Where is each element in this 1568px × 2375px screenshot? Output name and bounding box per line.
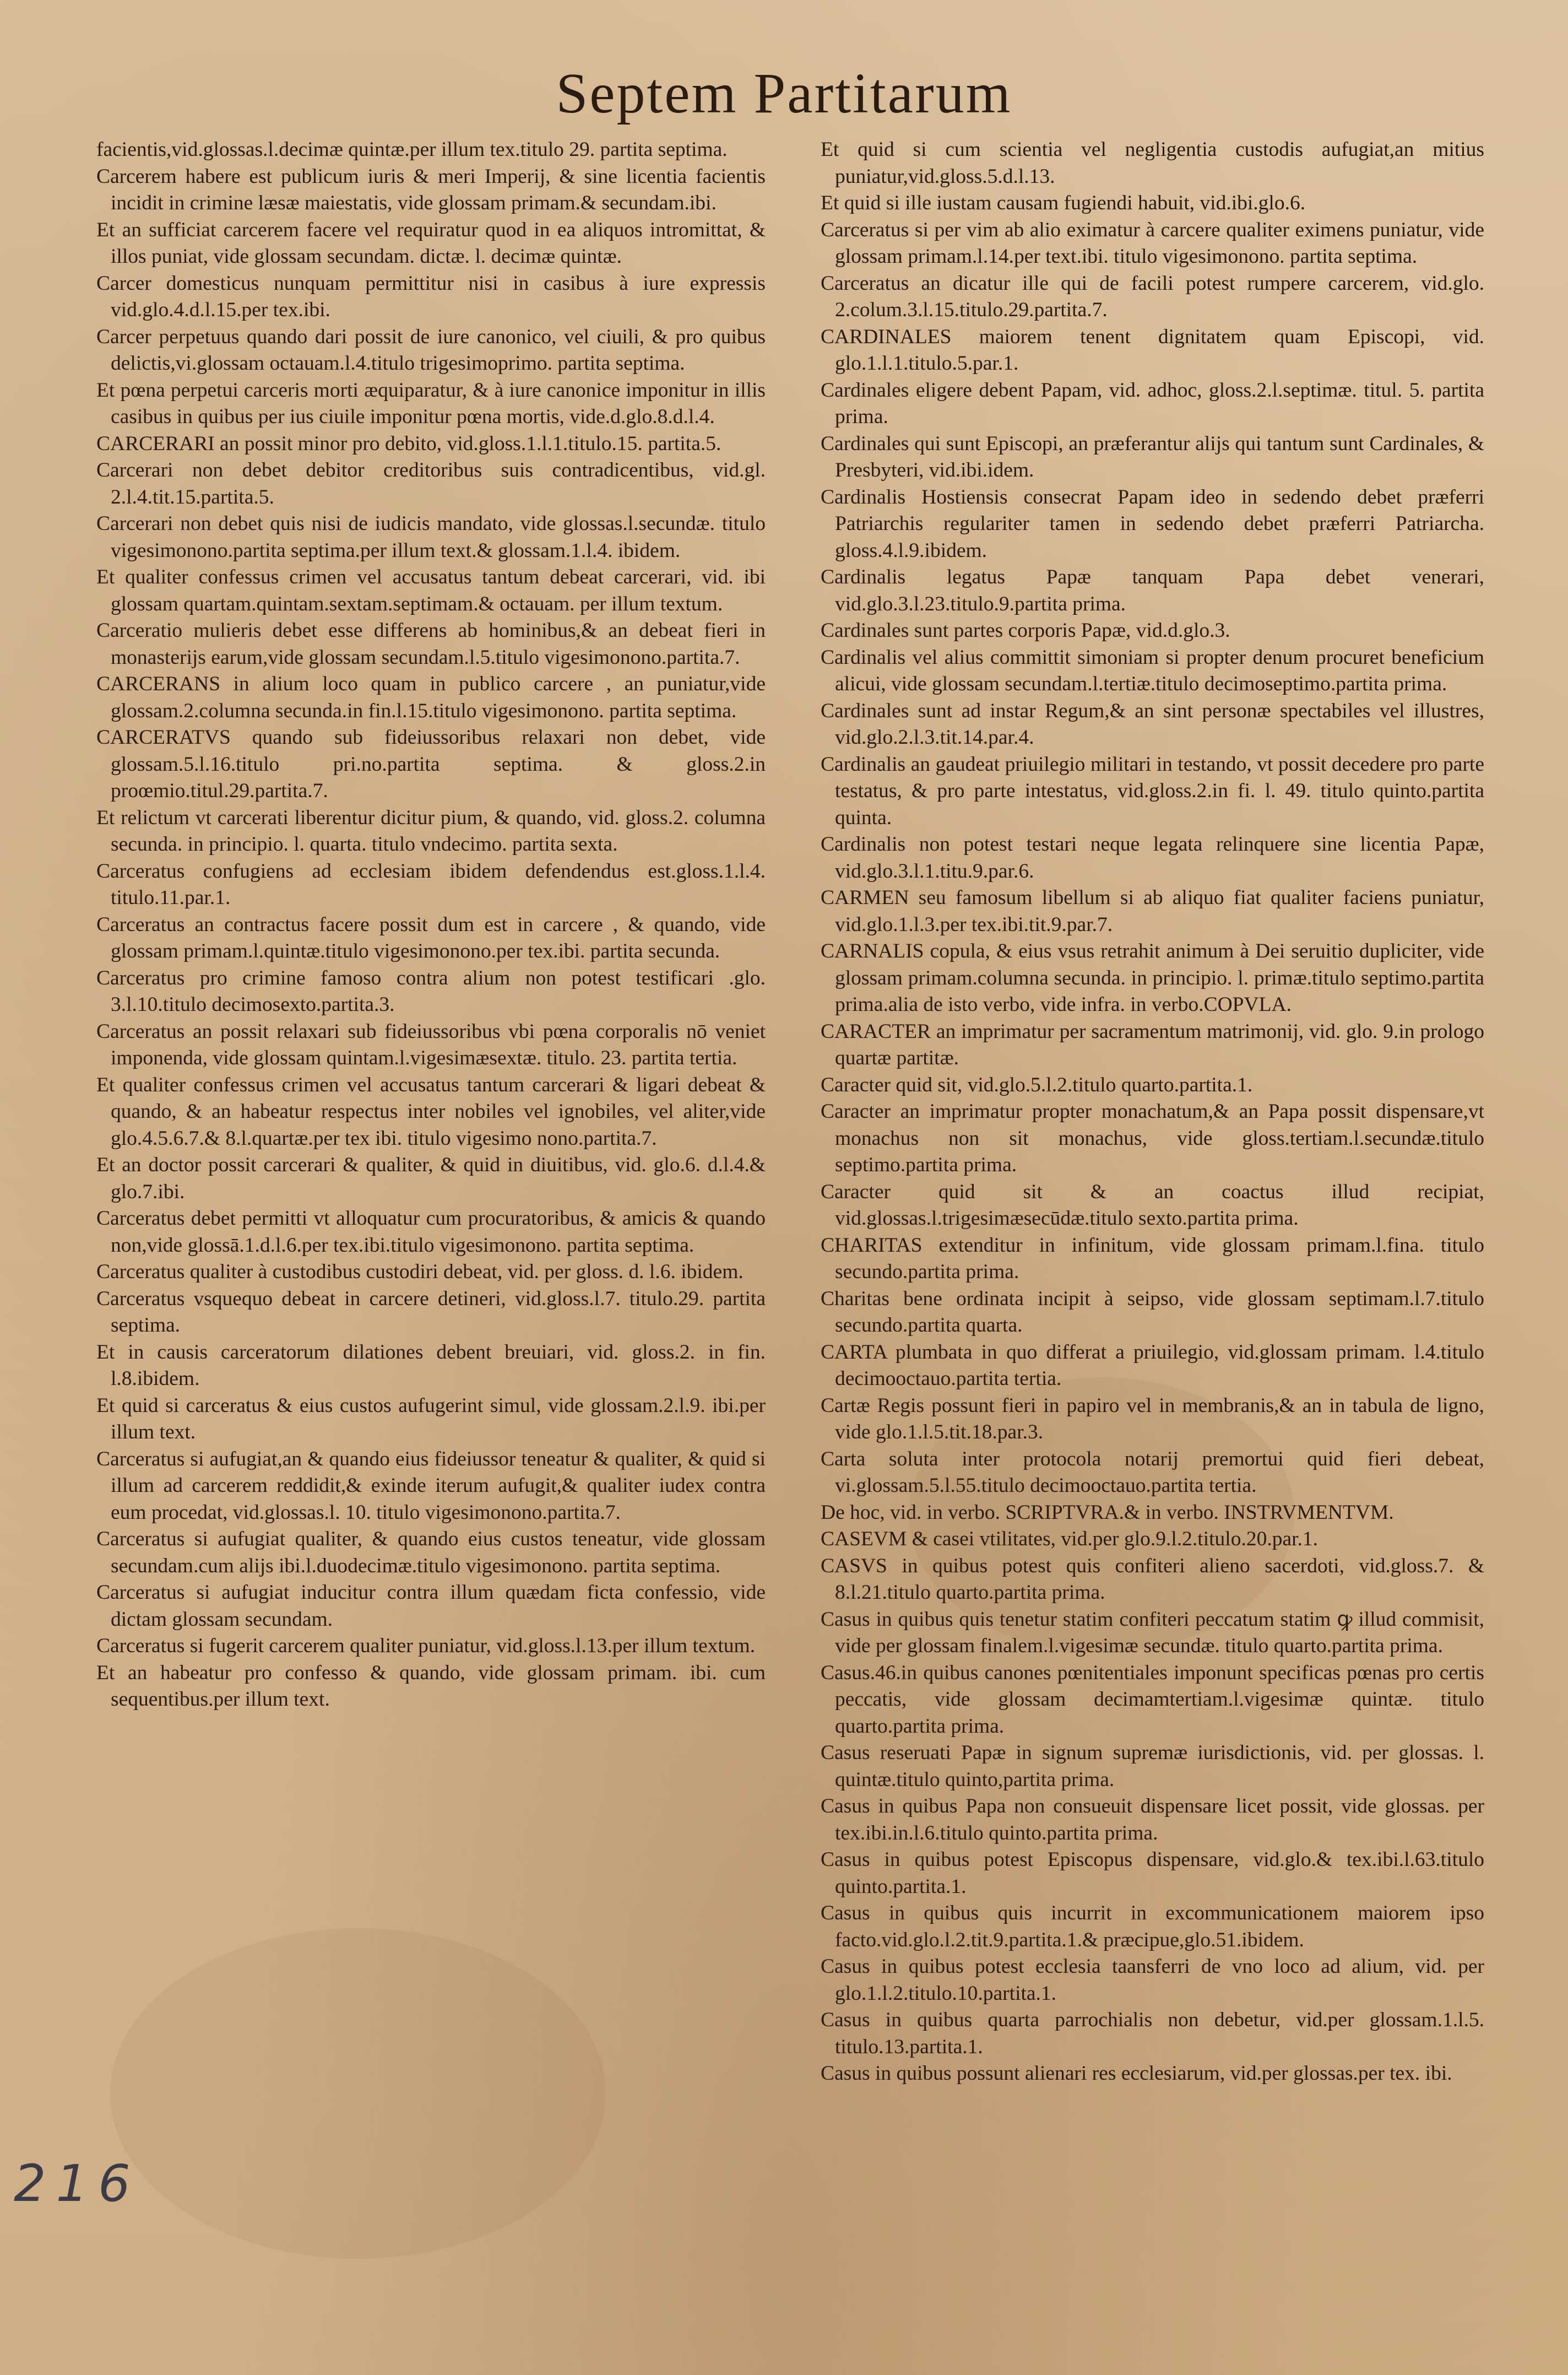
index-entry: Carceratus si fugerit carcerem qualiter puniatur, vid.gloss.l.13.per illum textum. [96,1635,756,1657]
index-entry: Cardinalis legatus Papæ tanquam Papa debet venerari, vid.glo.3.l.23.titulo.9.partita prima. [821,566,1484,615]
index-entry: Carcerem habere est publicum iuris & meri Imperij, & sine licentia facientis incidit in crimine læsæ maiestatis, vide glossam primam.& secundam.ibi. [96,165,766,214]
index-entry: Carceratus si aufugiat,an & quando eius fideiussor teneatur & qualiter, & quid si illum ad carcerem reddidit,& exinde iterum aufugit,& qualiter iudex contra eum procedat, vid.glossas.l. 10. titulo vigesimonono.partita.7. [96,1447,766,1524]
index-entry: Casus.46.in quibus canones pœnitentiales imponunt specificas pœnas pro certis peccatis, vide glossam decimamtertiam.l.vigesimæ quintæ. titulo quarto.partita prima. [821,1661,1484,1738]
index-entry: CARCERATVS quando sub fideiussoribus relaxari non debet, vide glossam.5.l.16.titulo pri.no.partita septima. & gloss.2.in proœmio.titul.29.partita.7. [96,726,766,802]
index-entry: CARMEN seu famosum libellum si ab aliquo fiat qualiter faciens puniatur, vid.glo.1.l.3.per tex.ibi.tit.9.par.7. [821,886,1484,936]
index-entry: Cardinalis Hostiensis consecrat Papam ideo in sedendo debet præferri Patriarchis regulariter tamen in sedendo debet præferri Patriarcha. gloss.4.l.9.ibidem. [821,485,1484,562]
index-entry: Casus in quibus Papa non consueuit dispensare licet possit, vide glossas. per tex.ibi.in.l.6.titulo quinto.partita prima. [821,1795,1484,1844]
index-entry: Carceratus debet permitti vt alloquatur cum procuratoribus, & amicis & quando non,vide glossā.1.d.l.6.per tex.ibi.titulo vigesimonono. partita septima. [96,1207,766,1257]
right-index-column [821,137,1484,2087]
index-entry: Carceratus si aufugiat qualiter, & quando eius custos teneatur, vide glossam secundam.cum alijs ibi.l.duodecimæ.titulo vigesimonono. partita septima. [96,1528,766,1577]
index-entry: CHARITAS extenditur in infinitum, vide glossam primam.l.fina. titulo secundo.partita prima. [821,1234,1484,1283]
index-entry: CARCERANS in alium loco quam in publico carcere , an puniatur,vide glossam.2.columna secunda.in fin.l.15.titulo vigesimonono. partita septima. [96,673,766,722]
index-entry: CARTA plumbata in quo differat a priuilegio, vid.glossam primam. l.4.titulo decimooctauo.partita tertia. [821,1340,1484,1390]
index-entry: Et qualiter confessus crimen vel accusatus tantum carcerari & ligari debeat & quando, & an habeatur respectus inter nobiles vel ignobiles, vel aliter,vide glo.4.5.6.7.& 8.l.quartæ.per tex ibi. titulo vigesimo nono.partita.7. [96,1073,766,1150]
index-entry: Cardinalis vel alius committit simoniam si propter denum procuret beneficium alicui, vide glossam secundam.l.tertiæ.titulo decimoseptimo.partita prima. [821,646,1484,695]
index-entry: Cartæ Regis possunt fieri in papiro vel in membranis,& an in tabula de ligno, vide glo.1.l.5.tit.18.par.3. [821,1394,1484,1443]
index-entry: Casus in quibus quis incurrit in excommunicationem maiorem ipso facto.vid.glo.l.2.tit.9.partita.1.& præcipue,glo.51.ibidem. [821,1902,1484,1951]
index-entry: Et an doctor possit carcerari & qualiter, & quid in diuitibus, vid. glo.6. d.l.4.& glo.7.ibi. [96,1154,766,1203]
index-entry: Casus in quibus quarta parrochialis non debetur, vid.per glossam.1.l.5. titulo.13.partita.1. [821,2009,1484,2058]
index-entry: Carceratus si aufugiat inducitur contra illum quædam ficta confessio, vide dictam glossam secundam. [96,1581,766,1631]
index-entry: Carceratus pro crimine famoso contra alium non potest testificari .glo. 3.l.10.titulo decimosexto.partita.3. [96,966,766,1016]
index-entry: Carceratus an possit relaxari sub fideiussoribus vbi pœna corporalis nō veniet imponenda, vide glossam quintam.l.vigesimæsextæ. titulo. 23. partita tertia. [96,1020,766,1069]
index-entry: Cardinales qui sunt Episcopi, an præferantur alijs qui tantum sunt Cardinales, & Presbyteri, vid.ibi.idem. [821,432,1484,482]
index-entry: Carceratus an contractus facere possit dum est in carcere , & quando, vide glossam primam.l.quintæ.titulo vigesimonono.per tex.ibi. partita secunda. [96,913,766,962]
left-index-column [96,137,766,1713]
index-entry: Casus in quibus possunt alienari res ecclesiarum, vid.per glossas.per tex. ibi. [821,2062,1452,2085]
index-entry: Et an habeatur pro confesso & quando, vide glossam primam. ibi. cum sequentibus.per illum text. [96,1661,766,1711]
index-entry: Caracter quid sit, vid.glo.5.l.2.titulo quarto.partita.1. [821,1073,1253,1096]
index-entry: Carceratio mulieris debet esse differens ab hominibus,& an debeat fieri in monasterijs earum,vide glossam secundam.l.5.titulo vigesimonono.partita.7. [96,619,766,669]
index-entry: Carceratus si per vim ab alio eximatur à carcere qualiter eximens puniatur, vide glossam primam.l.14.per text.ibi. titulo vigesimonono. partita septima. [821,218,1484,268]
index-entry: Et quid si cum scientia vel negligentia custodis aufugiat,an mitius puniatur,vid.gloss.5.d.l.13. [821,138,1484,188]
index-entry: Casus in quibus quis tenetur statim confiteri peccatum statim ꝙ illud commisit, vide per glossam finalem.l.vigesimæ secundæ. titulo quarto.partita prima. [821,1608,1484,1657]
index-entry: CARNALIS copula, & eius vsus retrahit animum à Dei seruitio dupliciter, vide glossam primam.columna secunda. in principio. l. primæ.titulo septimo.partita prima.alia de isto verbo, vide infra. in verbo.COPVLA. [821,940,1484,1016]
index-entry: Carcerari non debet debitor creditoribus suis contradicentibus, vid.gl. 2.l.4.tit.15.partita.5. [96,459,766,508]
index-entry: CARCERARI an possit minor pro debito, vid.gloss.1.l.1.titulo.15. partita.5. [96,432,721,455]
index-entry: Cardinales eligere debent Papam, vid. adhoc, gloss.2.l.septimæ. titul. 5. partita prima. [821,378,1484,428]
index-entry: Carceratus confugiens ad ecclesiam ibidem defendendus est.gloss.1.l.4. titulo.11.par.1. [96,859,766,909]
index-entry: CARDINALES maiorem tenent dignitatem quam Episcopi, vid. glo.1.l.1.titulo.5.par.1. [821,325,1484,375]
index-entry: Caracter quid sit & an coactus illud recipiat, vid.glossas.l.trigesimæsecūdæ.titulo sexto.partita prima. [821,1180,1484,1230]
index-entry: CASEVM & casei vtilitates, vid.per glo.9.l.2.titulo.20.par.1. [821,1528,1319,1550]
index-entry: CASVS in quibus potest quis confiteri alieno sacerdoti, vid.gloss.7. & 8.l.21.titulo quarto.partita prima. [821,1554,1484,1604]
index-entry: Caracter an imprimatur propter monachatum,& an Papa possit dispensare,vt monachus non sit monachus, vide gloss.tertiam.l.secundæ.titulo septimo.partita prima. [821,1100,1484,1176]
index-entry: Cardinalis an gaudeat priuilegio militari in testando, vt possit decedere pro parte testatus, & pro parte intestatus, vid.gloss.2.in fi. l. 49. titulo quinto.partita quinta. [821,753,1484,829]
index-entry: Et in causis carceratorum dilationes debent breuiari, vid. gloss.2. in fin. l.8.ibidem. [96,1340,766,1390]
index-entry: Et relictum vt carcerati liberentur dicitur pium, & quando, vid. gloss.2. columna secunda. in principio. l. quarta. titulo vndecimo. partita sexta. [96,806,766,856]
page-title: Septem Partitarum [556,62,1012,125]
index-entry: Carceratus qualiter à custodibus custodiri debeat, vid. per gloss. d. l.6. ibidem. [96,1260,744,1283]
index-entry: De hoc, vid. in verbo. SCRIPTVRA.& in verbo. INSTRVMENTVM. [821,1501,1394,1524]
index-entry: Cardinales sunt ad instar Regum,& an sint personæ spectabiles vel illustres, vid.glo.2.l.3.tit.14.par.4. [821,699,1484,749]
index-entry: Cardinales sunt partes corporis Papæ, vid.d.glo.3. [821,619,1230,642]
index-entry: Carceratus an dicatur ille qui de facili potest rumpere carcerem, vid.glo. 2.colum.3.l.15.titulo.29.partita.7. [821,272,1484,321]
index-entry: facientis,vid.glossas.l.decimæ quintæ.per illum tex.titulo 29. partita septima. [96,138,728,161]
paper-stain [110,1928,606,2259]
index-entry: Et quid si ille iustam causam fugiendi habuit, vid.ibi.glo.6. [821,192,1306,214]
handwritten-page-number: 216 [14,2154,140,2213]
index-entry: Casus in quibus potest ecclesia taansferri de vno loco ad alium, vid. per glo.1.l.2.titulo.10.partita.1. [821,1955,1484,2005]
index-entry: Carcer domesticus nunquam permittitur nisi in casibus à iure expressis vid.glo.4.d.l.15.per tex.ibi. [96,272,766,321]
index-entry: Carcerari non debet quis nisi de iudicis mandato, vide glossas.l.secundæ. titulo vigesimonono.partita septima.per illum text.& glossam.1.l.4. ibidem. [96,512,766,562]
index-entry: Casus in quibus potest Episcopus dispensare, vid.glo.& tex.ibi.l.63.titulo quinto.partita.1. [821,1848,1484,1898]
index-entry: Cardinalis non potest testari neque legata relinquere sine licentia Papæ, vid.glo.3.l.1.titu.9.par.6. [821,833,1484,883]
index-entry: Casus reseruati Papæ in signum supremæ iurisdictionis, vid. per glossas. l. quintæ.titulo quinto,partita prima. [821,1741,1484,1791]
index-entry: Carcer perpetuus quando dari possit de iure canonico, vel ciuili, & pro quibus delictis,vi.glossam octauam.l.4.titulo trigesimoprimo. partita septima. [96,325,766,375]
index-entry: Charitas bene ordinata incipit à seipso, vide glossam septimam.l.7.titulo secundo.partita quarta. [821,1287,1484,1337]
index-entry: Carceratus vsquequo debeat in carcere detineri, vid.gloss.l.7. titulo.29. partita septima. [96,1287,766,1337]
index-entry: Carta soluta inter protocola notarij premortui quid fieri debeat, vi.glossam.5.l.55.titulo decimooctauo.partita tertia. [821,1447,1484,1497]
index-entry: CARACTER an imprimatur per sacramentum matrimonij, vid. glo. 9.in prologo quartæ partitæ. [821,1020,1484,1069]
index-entry: Et an sufficiat carcerem facere vel requiratur quod in ea aliquos intromittat, & illos puniat, vide glossam secundam. dictæ. l. decimæ quintæ. [96,218,766,268]
index-entry: Et qualiter confessus crimen vel accusatus tantum debeat carcerari, vid. ibi glossam quartam.quintam.sextam.septimam.& octauam. per illum textum. [96,566,766,615]
index-entry: Et pœna perpetui carceris morti æquiparatur, & à iure canonice imponitur in illis casibus in quibus per ius ciuile imponitur pœna mortis, vide.d.glo.8.d.l.4. [96,378,766,428]
index-entry: Et quid si carceratus & eius custos aufugerint simul, vide glossam.2.l.9. ibi.per illum text. [96,1394,766,1443]
